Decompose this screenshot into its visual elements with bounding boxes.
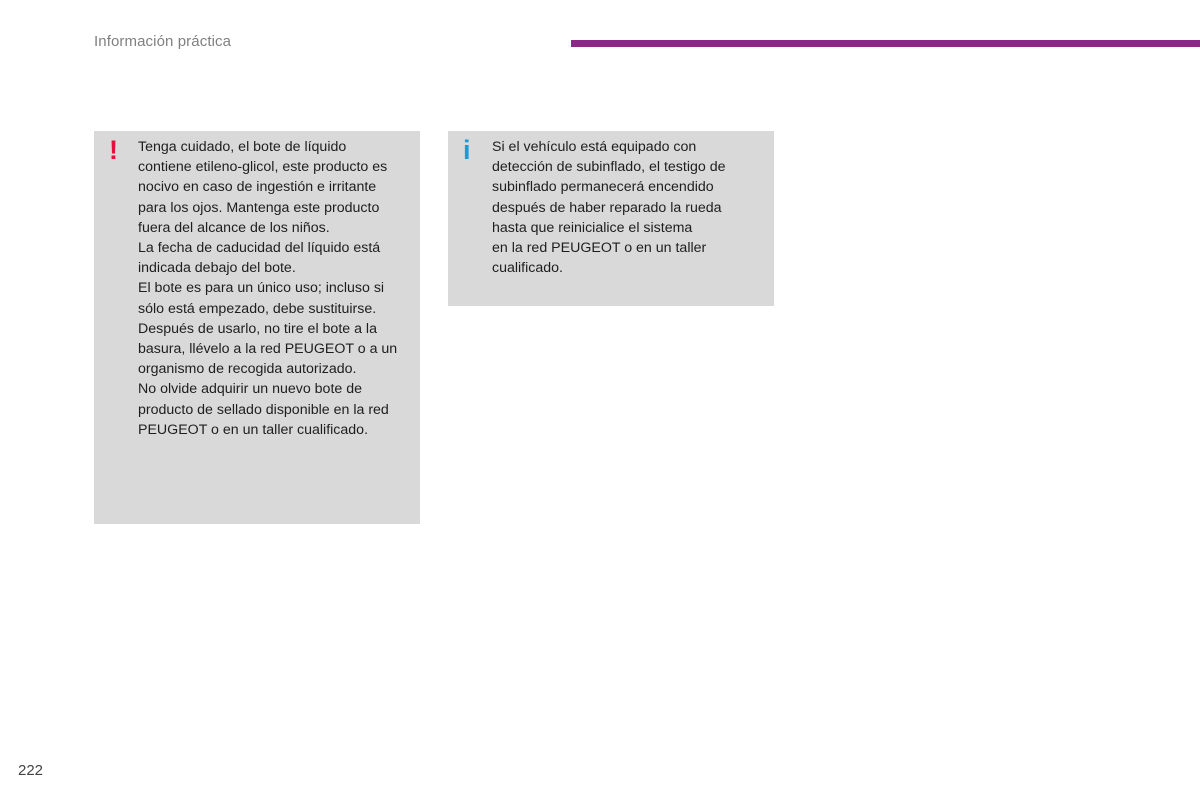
warning-line: Tenga cuidado, el bote de líquido xyxy=(138,139,347,155)
section-title: Información práctica xyxy=(94,33,232,50)
section-accent-bar xyxy=(571,40,1200,47)
warning-line: El bote es para un único uso; incluso si xyxy=(138,280,385,297)
info-line: cualificado. xyxy=(492,260,563,277)
warning-line: La fecha de caducidad del líquido está xyxy=(138,240,381,257)
warning-line: organismo de recogida autorizado. xyxy=(138,361,357,378)
warning-line: nocivo en caso de ingestión e irritante xyxy=(138,179,377,196)
info-note xyxy=(448,131,774,306)
info-line: en la red PEUGEOT o en un taller xyxy=(492,240,707,257)
info-line: subinflado permanecerá encendido xyxy=(492,179,714,196)
info-line: hasta que reinicialice el sistema xyxy=(492,219,693,236)
warning-line: No olvide adquirir un nuevo bote de xyxy=(138,381,363,398)
info-line: detección de subinflado, el testigo de xyxy=(492,159,726,176)
info-line: Si el vehículo está equipado con xyxy=(492,139,697,155)
warning-line: producto de sellado disponible en la red xyxy=(138,401,389,418)
warning-line: sólo está empezado, debe sustituirse. xyxy=(138,300,377,317)
info-icon: i xyxy=(463,135,471,165)
warning-line: contiene etileno-glicol, este producto es xyxy=(138,159,388,176)
warning-text xyxy=(138,137,414,440)
warning-line: basura, llévelo a la red PEUGEOT o a un xyxy=(138,341,398,358)
warning-line: fuera del alcance de los niños. xyxy=(138,219,330,236)
info-text xyxy=(492,137,768,278)
info-line: después de haber reparado la rueda xyxy=(492,199,722,216)
exclamation-icon: ! xyxy=(109,135,118,165)
page-number: 222 xyxy=(18,762,44,779)
warning-line: para los ojos. Mantenga este producto xyxy=(138,199,380,216)
warning-line: PEUGEOT o en un taller cualificado. xyxy=(138,421,369,438)
warning-line: indicada debajo del bote. xyxy=(138,260,296,277)
warning-line: Después de usarlo, no tire el bote a la xyxy=(138,320,377,337)
warning-note xyxy=(94,131,420,524)
